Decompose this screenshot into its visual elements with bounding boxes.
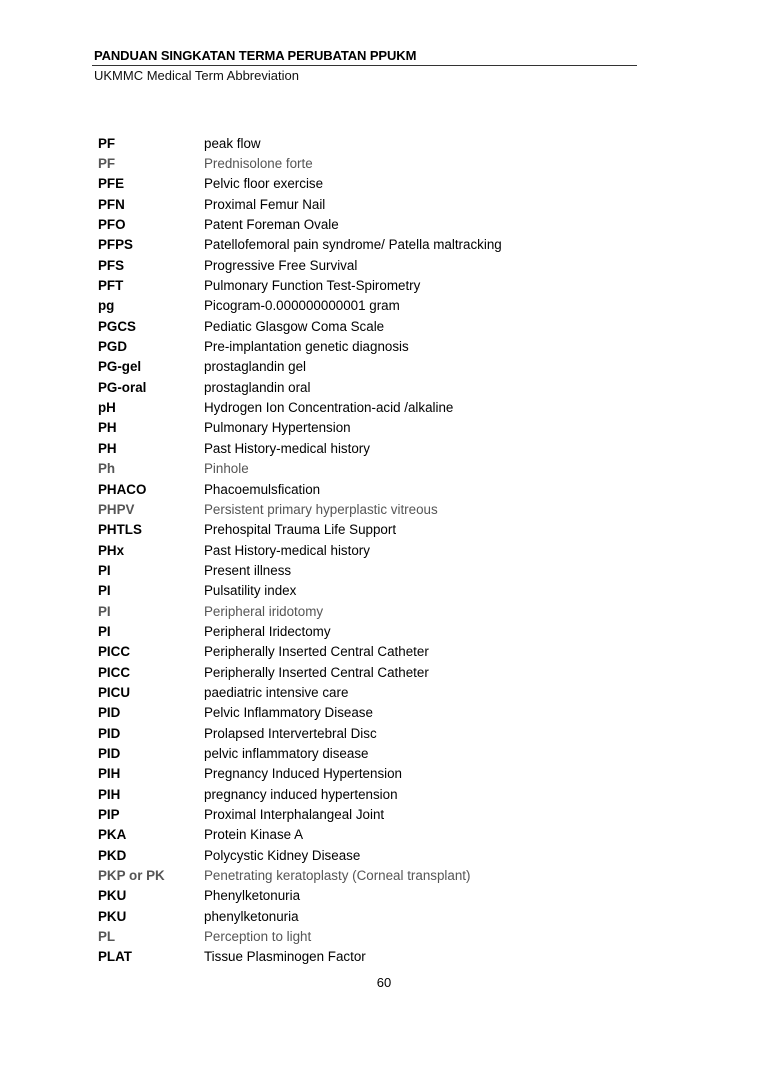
abbreviation-term: PI — [98, 583, 111, 599]
header-title: PANDUAN SINGKATAN TERMA PERUBATAN PPUKM — [94, 48, 417, 63]
abbreviation-definition: Penetrating keratoplasty (Corneal transplant) — [204, 868, 471, 884]
abbreviation-entry — [98, 316, 618, 336]
abbreviation-term: PID — [98, 705, 121, 721]
abbreviation-definition: Phenylketonuria — [204, 888, 301, 904]
abbreviation-definition: Pelvic floor exercise — [204, 176, 324, 192]
abbreviation-definition: Past History-medical history — [204, 542, 370, 558]
abbreviation-entry — [98, 947, 618, 967]
abbreviation-definition: prostaglandin gel — [204, 359, 306, 375]
abbreviation-entry — [98, 459, 618, 479]
header-divider — [92, 65, 637, 66]
abbreviation-term: PHACO — [98, 481, 147, 497]
abbreviation-entry — [98, 174, 618, 194]
abbreviation-term: PFPS — [98, 237, 133, 253]
abbreviation-entry — [98, 886, 618, 906]
abbreviation-entry — [98, 133, 618, 153]
abbreviation-term: pH — [98, 400, 116, 416]
abbreviation-term: pg — [98, 298, 115, 314]
abbreviation-entry — [98, 438, 618, 458]
abbreviation-definition: Pulmonary Function Test-Spirometry — [204, 278, 421, 294]
abbreviation-term: PFE — [98, 176, 125, 192]
abbreviation-term: PFS — [98, 257, 125, 273]
abbreviation-entry — [98, 642, 618, 662]
abbreviation-definition: phenylketonuria — [204, 908, 299, 924]
abbreviation-term: PI — [98, 603, 111, 619]
abbreviation-term: PI — [98, 562, 111, 578]
abbreviation-term: PFT — [98, 278, 124, 294]
abbreviation-definition: Polycystic Kidney Disease — [204, 847, 361, 863]
abbreviation-term: PID — [98, 745, 121, 761]
abbreviation-definition: Pre-implantation genetic diagnosis — [204, 339, 409, 355]
abbreviation-entry — [98, 804, 618, 824]
abbreviation-entry — [98, 255, 618, 275]
abbreviation-term: PICC — [98, 644, 130, 660]
abbreviation-term: PIH — [98, 786, 121, 802]
abbreviation-entry — [98, 743, 618, 763]
abbreviation-term: PKP or PK — [98, 868, 165, 884]
abbreviation-entry — [98, 275, 618, 295]
abbreviation-definition: Perception to light — [204, 929, 312, 945]
abbreviation-entry — [98, 764, 618, 784]
abbreviation-definition: Hydrogen Ion Concentration-acid /alkaline — [204, 400, 454, 416]
abbreviation-entry — [98, 601, 618, 621]
abbreviation-term: PIP — [98, 807, 120, 823]
abbreviation-entry — [98, 906, 618, 926]
abbreviation-definition: Persistent primary hyperplastic vitreous — [204, 501, 438, 517]
abbreviation-term: PHPV — [98, 501, 135, 517]
abbreviation-entry — [98, 621, 618, 641]
abbreviation-definition: Peripheral Iridectomy — [204, 623, 331, 639]
abbreviation-definition: Pulsatility index — [204, 583, 297, 599]
abbreviation-definition: Peripheral iridotomy — [204, 603, 324, 619]
abbreviation-definition: pelvic inflammatory disease — [204, 745, 369, 761]
abbreviation-entry — [98, 397, 618, 417]
abbreviation-definition: Pregnancy Induced Hypertension — [204, 766, 403, 782]
abbreviation-term: PGD — [98, 339, 128, 355]
abbreviation-definition: Proximal Femur Nail — [204, 196, 326, 212]
abbreviation-entry — [98, 235, 618, 255]
abbreviation-entry — [98, 418, 618, 438]
abbreviation-entry — [98, 336, 618, 356]
abbreviation-definition: peak flow — [204, 135, 261, 151]
abbreviation-definition: Patent Foreman Ovale — [204, 217, 339, 233]
abbreviation-entry — [98, 479, 618, 499]
abbreviation-term: PL — [98, 929, 116, 945]
abbreviation-term: PICC — [98, 664, 130, 680]
abbreviation-entry — [98, 825, 618, 845]
abbreviation-entry — [98, 520, 618, 540]
abbreviation-definition: Progressive Free Survival — [204, 257, 358, 273]
abbreviation-entry — [98, 153, 618, 173]
abbreviation-term: PI — [98, 623, 111, 639]
abbreviation-term: PH — [98, 420, 117, 436]
abbreviation-term: PGCS — [98, 318, 136, 334]
abbreviation-definition: Present illness — [204, 562, 292, 578]
abbreviation-term: PFO — [98, 217, 126, 233]
abbreviation-definition: Prednisolone forte — [204, 156, 313, 172]
abbreviation-definition: Pinhole — [204, 461, 249, 477]
abbreviation-definition: Peripherally Inserted Central Catheter — [204, 664, 429, 680]
abbreviation-entry — [98, 540, 618, 560]
abbreviation-term: PICU — [98, 684, 130, 700]
abbreviation-term: PH — [98, 440, 117, 456]
abbreviation-definition: Prolapsed Intervertebral Disc — [204, 725, 377, 741]
abbreviation-entry — [98, 214, 618, 234]
abbreviation-term: PF — [98, 156, 116, 172]
abbreviation-term: PF — [98, 135, 116, 151]
abbreviation-term: PKU — [98, 888, 127, 904]
abbreviation-entry — [98, 499, 618, 519]
abbreviation-entry — [98, 662, 618, 682]
abbreviation-definition: Pediatic Glasgow Coma Scale — [204, 318, 385, 334]
abbreviation-definition: Picogram-0.000000000001 gram — [204, 298, 400, 314]
abbreviation-entry — [98, 784, 618, 804]
header-subtitle: UKMMC Medical Term Abbreviation — [94, 68, 299, 83]
abbreviation-term: PKU — [98, 908, 127, 924]
abbreviation-definition: pregnancy induced hypertension — [204, 786, 398, 802]
abbreviation-term: Ph — [98, 461, 116, 477]
abbreviation-term: PKD — [98, 847, 127, 863]
abbreviation-definition: Tissue Plasminogen Factor — [204, 949, 366, 965]
abbreviation-entry — [98, 581, 618, 601]
page-number: 60 — [376, 975, 392, 990]
abbreviation-entry — [98, 723, 618, 743]
abbreviation-entry — [98, 357, 618, 377]
abbreviation-entry — [98, 682, 618, 702]
abbreviation-term: PLAT — [98, 949, 132, 965]
abbreviation-term: PG-gel — [98, 359, 142, 375]
abbreviation-definition: Prehospital Trauma Life Support — [204, 522, 397, 538]
abbreviation-definition: Phacoemulsfication — [204, 481, 321, 497]
abbreviation-entry — [98, 377, 618, 397]
abbreviation-entry — [98, 560, 618, 580]
abbreviation-term: PID — [98, 725, 121, 741]
abbreviation-definition: Pulmonary Hypertension — [204, 420, 351, 436]
abbreviation-entry — [98, 194, 618, 214]
abbreviation-entry — [98, 865, 618, 885]
abbreviation-definition: Pelvic Inflammatory Disease — [204, 705, 373, 721]
abbreviation-definition: paediatric intensive care — [204, 684, 349, 700]
abbreviation-definition: Past History-medical history — [204, 440, 370, 456]
abbreviation-definition: Patellofemoral pain syndrome/ Patella maltracking — [204, 237, 502, 253]
abbreviation-definition: Peripherally Inserted Central Catheter — [204, 644, 429, 660]
abbreviation-term: PIH — [98, 766, 121, 782]
abbreviation-term: PFN — [98, 196, 125, 212]
abbreviation-definition: Proximal Interphalangeal Joint — [204, 807, 385, 823]
abbreviation-definition: prostaglandin oral — [204, 379, 311, 395]
abbreviation-term: PHx — [98, 542, 125, 558]
abbreviation-term: PKA — [98, 827, 127, 843]
abbreviation-entry — [98, 926, 618, 946]
abbreviation-definition: Protein Kinase A — [204, 827, 304, 843]
abbreviation-term: PHTLS — [98, 522, 142, 538]
abbreviation-entry — [98, 296, 618, 316]
abbreviation-entry — [98, 845, 618, 865]
abbreviation-term: PG-oral — [98, 379, 147, 395]
abbreviation-entry — [98, 703, 618, 723]
abbreviation-list — [98, 133, 618, 967]
